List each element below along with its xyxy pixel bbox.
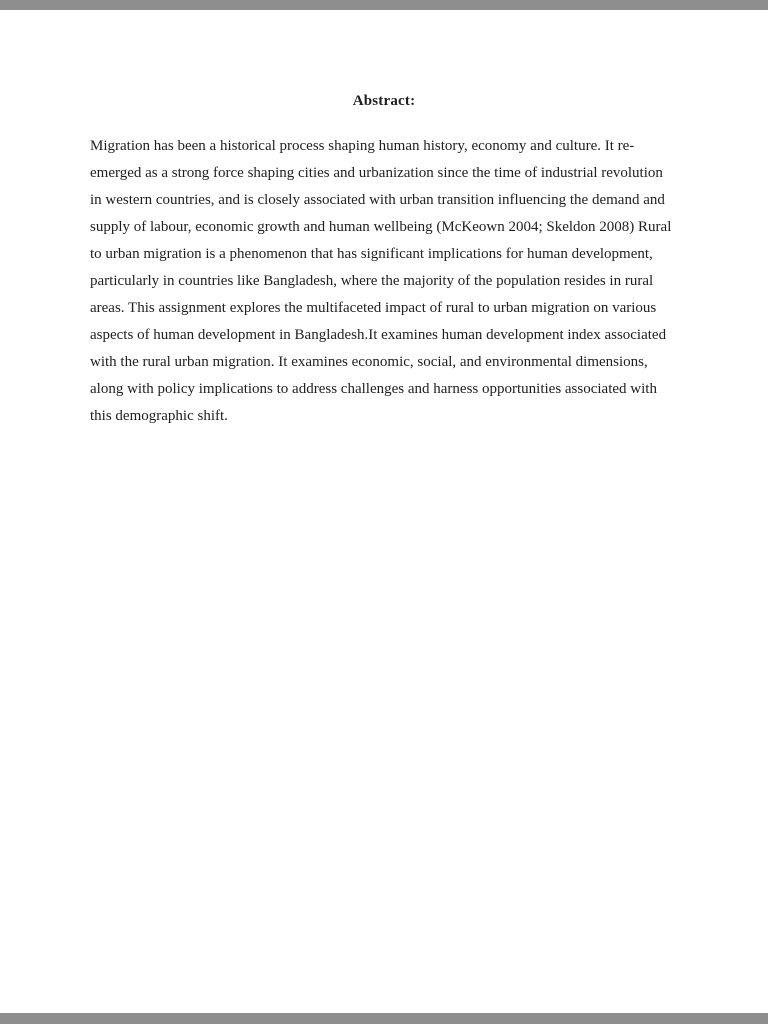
paragraph-line: areas. This assignment explores the multifaceted impact of rural to urban migration on various [90,300,657,316]
paragraph-line: to urban migration is a phenomenon that has significant implications for human development, [90,246,653,262]
paragraph-line: Migration has been a historical process shaping human history, economy and culture. It re- [90,138,635,154]
abstract-paragraph [90,133,678,430]
abstract-heading: Abstract: [352,93,416,109]
paragraph-line: along with policy implications to address challenges and harness opportunities associated with [90,381,657,397]
paragraph-line: aspects of human development in Bangladesh.It examines human development index associated [90,327,667,343]
viewer-top-gutter [0,0,768,10]
viewer-bottom-gutter [0,1013,768,1024]
paragraph-line: with the rural urban migration. It examines economic, social, and environmental dimensions, [90,354,648,370]
paragraph-line: supply of labour, economic growth and human wellbeing (McKeown 2004; Skeldon 2008) Rural [90,219,672,235]
paragraph-line: emerged as a strong force shaping cities and urbanization since the time of industrial revolution [90,165,663,181]
paragraph-line: this demographic shift. [90,408,228,424]
paragraph-line: particularly in countries like Bangladesh, where the majority of the population resides in rural [90,273,654,289]
document-page [0,10,768,1013]
paragraph-line: in western countries, and is closely associated with urban transition influencing the demand and [90,192,665,208]
